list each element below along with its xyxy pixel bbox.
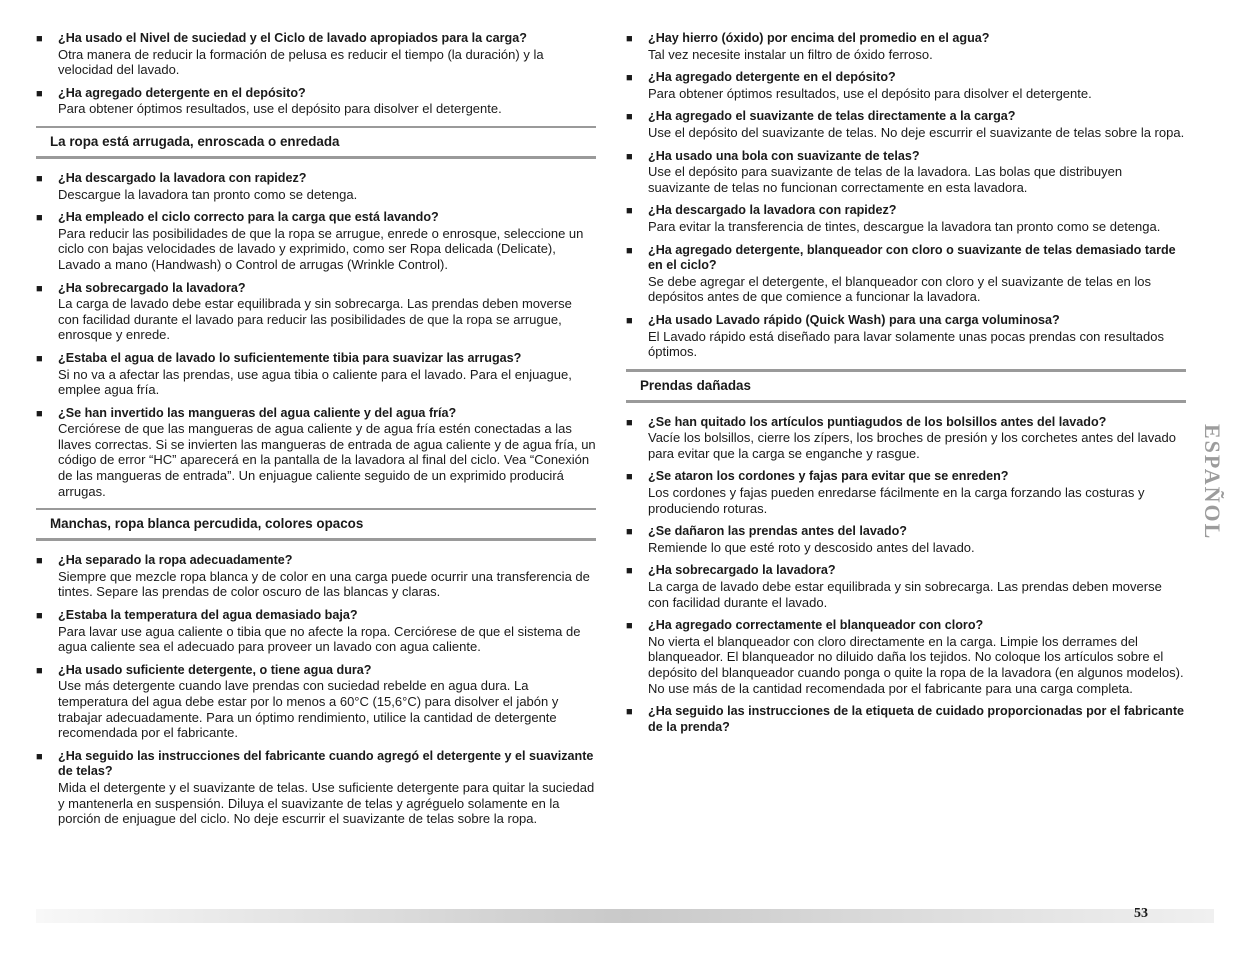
right-column	[626, 31, 1186, 743]
list-item	[36, 31, 596, 78]
section-header	[36, 126, 596, 159]
list-item	[626, 313, 1186, 360]
list-item	[36, 171, 596, 202]
question: ¿Ha usado una bola con suavizante de telas?	[648, 148, 920, 163]
question: ¿Ha usado Lavado rápido (Quick Wash) para una carga voluminosa?	[648, 312, 1060, 327]
bullet-icon: ■	[36, 610, 43, 623]
question: ¿Ha sobrecargado la lavadora?	[648, 563, 836, 578]
question: ¿Se han quitado los artículos puntiagudos de los bolsillos antes del lavado?	[648, 414, 1107, 429]
question: ¿Ha separado la ropa adecuadamente?	[58, 553, 293, 568]
footer-bar	[36, 909, 1214, 923]
list-item	[626, 243, 1186, 305]
question: ¿Hay hierro (óxido) por encima del promedio en el agua?	[648, 31, 990, 45]
answer: Remiende lo que esté roto y descosido antes del lavado.	[648, 539, 975, 555]
question: ¿Ha usado el Nivel de suciedad y el Ciclo de lavado apropiados para la carga?	[58, 31, 527, 45]
bullet-icon: ■	[626, 150, 633, 163]
answer: Mida el detergente y el suavizante de telas. Use suficiente detergente para quitar la suciedad y mantenerla en suspensión. Diluya el suavizante de telas y agréguelo solamente en la porción de enjuague del ciclo. No deje escurrir el suavizante de telas sobre la ropa.	[58, 779, 595, 827]
answer: Tal vez necesite instalar un filtro de óxido ferroso.	[648, 46, 933, 62]
question: ¿Ha usado suficiente detergente, o tiene agua dura?	[58, 662, 372, 677]
question: ¿Se han invertido las mangueras del agua caliente y del agua fría?	[58, 405, 457, 420]
answer: Para lavar use agua caliente o tibia que no afecte la ropa. Cerciórese de que el sistema de agua caliente sea el adecuado para proveer un lavado con agua caliente.	[58, 623, 581, 655]
list-item	[626, 415, 1186, 462]
divider	[626, 400, 1186, 403]
bullet-icon: ■	[36, 212, 43, 225]
divider	[36, 156, 596, 159]
answer: Para evitar la transferencia de tintes, descargue la lavadora tan pronto como se detenga.	[648, 218, 1161, 234]
bullet-icon: ■	[36, 555, 43, 568]
bullet-icon: ■	[36, 664, 43, 677]
answer: Siempre que mezcle ropa blanca y de color en una carga puede ocurrir una transferencia de tintes. Separe las prendas de color oscuro de las blancas y claras.	[58, 568, 590, 600]
answer: Otra manera de reducir la formación de pelusa es reducir el tiempo (la duración) y la velocidad del lavado.	[58, 46, 544, 78]
bullet-icon: ■	[626, 111, 633, 124]
bullet-icon: ■	[36, 750, 43, 763]
bullet-icon: ■	[626, 565, 633, 578]
bullet-icon: ■	[626, 526, 633, 539]
list-item	[626, 563, 1186, 610]
bullet-icon: ■	[626, 620, 633, 633]
answer: La carga de lavado debe estar equilibrada y sin sobrecarga. Las prendas deben moverse con facilidad durante el lavado para reducir las posibilidades de que la ropa se arrugue, enrosque y enrede.	[58, 296, 572, 343]
list-item	[626, 469, 1186, 516]
bullet-icon: ■	[626, 416, 633, 429]
answer: Para obtener óptimos resultados, use el depósito para disolver el detergente.	[648, 85, 1092, 101]
divider	[36, 538, 596, 541]
bullet-icon: ■	[36, 87, 43, 100]
page-number: 53	[1134, 906, 1148, 921]
answer: Use el depósito para suavizante de telas de la lavadora. Las bolas que distribuyen suavizante de telas no funcionan correctamente en esta lavadora.	[648, 164, 1123, 195]
answer: Los cordones y fajas pueden enredarse fácilmente en la carga forzando las costuras y produciendo roturas.	[648, 485, 1145, 516]
list-item	[36, 608, 596, 655]
question: ¿Estaba el agua de lavado lo suficientemente tibia para suavizar las arrugas?	[58, 350, 522, 365]
section-header	[36, 508, 596, 541]
question: ¿Ha empleado el ciclo correcto para la carga que está lavando?	[58, 210, 439, 225]
list-item	[626, 524, 1186, 555]
question: ¿Ha agregado detergente en el depósito?	[648, 70, 896, 85]
list-item	[626, 618, 1186, 696]
question: ¿Ha agregado detergente, blanqueador con cloro o suavizante de telas demasiado tarde en el ciclo?	[648, 242, 1176, 273]
answer: Use más detergente cuando lave prendas con suciedad rebelde en agua dura. La temperatura del agua debe estar por lo menos a 60°C (15,6°C) para disolver el jabón y trabajar adecuadamente. Para un óptimo rendimiento, utilice la cantidad de detergente recomendada por el fabricante.	[58, 678, 559, 741]
list-item	[626, 31, 1186, 62]
left-column	[36, 31, 596, 835]
answer: El Lavado rápido está diseñado para lavar solamente unas pocas prendas con resultados óptimos.	[648, 328, 1165, 360]
list-item	[626, 149, 1186, 196]
question: ¿Se ataron los cordones y fajas para evitar que se enreden?	[648, 469, 1009, 484]
question: ¿Ha seguido las instrucciones del fabricante cuando agregó el detergente y el suavizante de telas?	[58, 748, 594, 779]
list-item	[36, 663, 596, 741]
question: ¿Ha agregado el suavizante de telas directamente a la carga?	[648, 109, 1016, 124]
question: ¿Ha sobrecargado la lavadora?	[58, 280, 246, 295]
section-header	[626, 369, 1186, 403]
list-item	[626, 109, 1186, 140]
bullet-icon: ■	[36, 172, 43, 185]
bullet-icon: ■	[36, 407, 43, 420]
bullet-icon: ■	[626, 244, 633, 257]
list-item	[626, 704, 1186, 735]
list-item	[36, 210, 596, 272]
list-item	[626, 70, 1186, 101]
list-item	[36, 749, 596, 827]
bullet-icon: ■	[36, 352, 43, 365]
section-title: Prendas dañadas	[640, 377, 751, 393]
question: ¿Ha agregado correctamente el blanqueador con cloro?	[648, 618, 984, 633]
bullet-icon: ■	[626, 706, 633, 719]
bullet-icon: ■	[626, 471, 633, 484]
list-item	[626, 203, 1186, 234]
answer: Se debe agregar el detergente, el blanqueador con cloro y el suavizante de telas en los depósitos antes de que comience a funcionar la lavadora.	[648, 273, 1152, 305]
question: ¿Estaba la temperatura del agua demasiado baja?	[58, 608, 358, 623]
answer: Cerciórese de que las mangueras de agua caliente y de agua fría estén conectadas a las llaves correctas. Si se invierten las mangueras de entrada de agua caliente y de agua fría, un código de error “HC” aparecerá en la pantalla de la lavadora al final del ciclo. Vea “Conexión de las mangueras de entrada”. Un enjuague caliente seguido de un exprimido producirá arrugas.	[58, 421, 596, 499]
bullet-icon: ■	[36, 33, 43, 45]
answer: La carga de lavado debe estar equilibrada y sin sobrecarga. Las prendas deben moverse con facilidad durante el lavado.	[648, 579, 1162, 610]
answer: Descargue la lavadora tan pronto como se detenga.	[58, 186, 358, 202]
bullet-icon: ■	[626, 33, 633, 45]
answer: Para obtener óptimos resultados, use el depósito para disolver el detergente.	[58, 101, 502, 117]
answer: Si no va a afectar las prendas, use agua tibia o caliente para el lavado. Para el enjuague, emplee agua fría.	[58, 366, 572, 398]
list-item	[36, 351, 596, 398]
list-item	[36, 281, 596, 343]
question: ¿Se dañaron las prendas antes del lavado?	[648, 524, 907, 539]
answer: No vierta el blanqueador con cloro directamente en la carga. Limpie los derrames del blanqueador. El blanqueador no diluido daña los tejidos. No coloque los artículos sobre el depósito del blanqueador cuando ponga o quite la ropa de la lavadora (en algunos modelos). No use más de la cantidad recomendada por el fabricante para una carga completa.	[648, 633, 1184, 696]
list-item	[36, 553, 596, 600]
answer: Use el depósito del suavizante de telas. No deje escurrir el suavizante de telas sobre la ropa.	[648, 124, 1185, 140]
question: ¿Ha descargado la lavadora con rapidez?	[648, 203, 897, 218]
question: ¿Ha seguido las instrucciones de la etiqueta de cuidado proporcionadas por el fabricante de la prenda?	[648, 704, 1185, 734]
list-item	[36, 406, 596, 500]
section-title: La ropa está arrugada, enroscada o enredada	[50, 133, 340, 149]
bullet-icon: ■	[36, 282, 43, 295]
bullet-icon: ■	[626, 205, 633, 218]
section-title: Manchas, ropa blanca percudida, colores opacos	[50, 516, 364, 532]
question: ¿Ha descargado la lavadora con rapidez?	[58, 170, 307, 185]
bullet-icon: ■	[626, 314, 633, 327]
bullet-icon: ■	[626, 72, 633, 85]
language-side-tab: ESPAÑOL	[1200, 424, 1225, 541]
question: ¿Ha agregado detergente en el depósito?	[58, 85, 306, 100]
list-item	[36, 86, 596, 117]
answer: Para reducir las posibilidades de que la ropa se arrugue, enrede o enrosque, seleccione un ciclo con bajas velocidades de lavado y exprimido, como ser Ropa delicada (Delicate), Lavado a mano (Handwash) o Control de arrugas (Wrinkle Control).	[58, 225, 584, 272]
answer: Vacíe los bolsillos, cierre los zípers, los broches de presión y los corchetes antes del lavado para evitar que la carga se enganche y rasgue.	[648, 430, 1176, 461]
